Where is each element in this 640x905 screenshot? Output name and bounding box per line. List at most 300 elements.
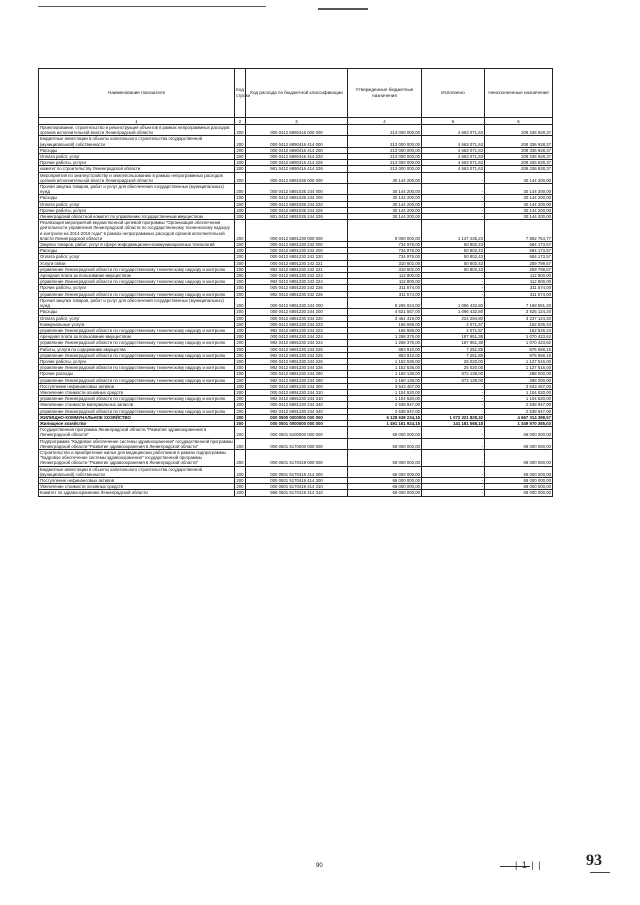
colnum-4: 4 [348,118,422,125]
cell-approved: 1 152 536,00 [348,365,422,371]
table-row [39,414,553,420]
cell-code: 992 0412 6891230 242 224 [246,279,348,285]
cell-code: 000 0412 6891230 244 220 [246,315,348,321]
cell-executed: - [422,273,485,279]
cell-executed: 7 251,85 [422,352,485,358]
cell-line: 200 [236,321,244,327]
table-row [39,449,553,466]
cell-name: Увеличение стоимости материальных запасов [39,402,235,408]
cell-executed: - [422,389,485,395]
cell-code: 992 0412 6891230 244 226 [246,365,348,371]
table-row [39,327,553,333]
cell-code: 000 0412 6891230 242 224 [246,273,348,279]
cell-approved: 310 602,00 [348,260,422,266]
cell-line: 200 [236,248,244,254]
cell-code: 000 0412 6890416 414 000 [246,136,348,147]
cell-executed: 4 663 071,63 [422,147,485,153]
column-number-row [39,118,553,125]
cell-unexecuted: 69 000 000,00 [485,449,553,466]
cell-approved: 310 602,00 [348,266,422,272]
cell-executed: - [422,291,485,297]
cell-line: 200 [236,358,244,364]
cell-code: 000 0500 0000000 000 000 [246,414,348,420]
cell-name: управление Ленинградской области по государственному техническому надзору и контролю [39,396,235,402]
cell-code: 000 0501 5170419 414 000 [246,466,348,477]
cell-executed: 4 663 071,63 [422,125,485,136]
cell-code: 000 0501 5170419 414 300 [246,477,348,483]
cell-executed: 7 251,85 [422,346,485,352]
cell-unexecuted: 1 127 516,00 [485,358,553,364]
cell-name: Услуги связи [39,260,235,266]
cell-unexecuted: 208 336 928,37 [485,160,553,166]
cell-executed: 1 096 432,80 [422,297,485,308]
cell-code: 000 0412 6891230 242 221 [246,260,348,266]
table-row [39,266,553,272]
table-row [39,184,553,195]
cell-executed: 224 294,80 [422,315,485,321]
cell-line: 200 [235,184,246,195]
cell-line: 200 [236,279,244,285]
cell-executed: - [422,184,485,195]
cell-approved: 69 000 000,00 [348,490,422,496]
cell-name: управление Ленинградской области по государственному техническому надзору и контролю [39,365,235,371]
cell-line: 200 [236,260,244,266]
cell-executed: 4 663 071,63 [422,136,485,147]
cell-unexecuted: 30 144 200,00 [485,207,553,213]
cell-unexecuted: 2 538 947,00 [485,408,553,414]
cell-unexecuted: 208 336 928,37 [485,166,553,172]
cell-executed: 4 663 071,63 [422,160,485,166]
cell-line: 200 [235,466,246,477]
cell-name: управление Ленинградской области по государственному техническому надзору и контролю [39,377,235,383]
cell-code: 000 0412 6891230 242 226 [246,285,348,291]
cell-code: 000 0412 6891035 000 000 [246,172,348,183]
table-body [39,125,553,497]
cell-line: 200 [236,266,244,272]
cell-line: 200 [236,160,244,166]
cell-name: Оплата работ, услуг [39,254,235,260]
cell-line: 200 [235,125,246,136]
cell-name: Арендная плата за пользование имуществом [39,334,235,340]
cell-code: 000 0412 6891230 244 224 [246,334,348,340]
cell-name: Увеличение стоимости основных средств [39,389,235,395]
cell-code: 992 0412 6891230 242 226 [246,291,348,297]
cell-name: Подпрограмма "Кадровое обеспечение системы здравоохранения" государственной программы Ленинградской области "Развитие здравоохранения в Ленинградской области" [40,438,233,449]
cell-name: комитет по строительству Ленинградской области [39,166,235,172]
cell-unexecuted: 69 000 000,00 [485,427,553,438]
cell-code: 992 0412 6891230 244 310 [246,396,348,402]
cell-approved: 4 621 557,00 [348,309,422,315]
cell-executed: - [422,383,485,389]
cell-name: Бюджетные инвестиции в объекты капитального строительства государственной (муниципальной) собственности [39,466,235,477]
cell-name: Мероприятия по землеустройству и землепользованию в рамках непрограммных расходов органов исполнительной власти Ленинградской области [39,172,235,183]
cell-code: 000 0412 6891035 244 200 [246,195,348,201]
cell-line: 200 [236,309,244,315]
cell-executed: 872 138,00 [422,377,485,383]
cell-executed: 141 181 568,18 [422,420,485,426]
cell-executed: 4 663 071,63 [422,166,485,172]
cell-code: 000 0412 6891230 242 200 [246,248,348,254]
cell-approved: 30 144 200,00 [348,184,422,195]
cell-line: 200 [236,383,244,389]
cell-executed: - [422,484,485,490]
cell-executed: - [422,438,485,449]
cell-unexecuted: 112 800,00 [485,279,553,285]
cell-unexecuted: 69 000 000,00 [485,438,553,449]
cell-unexecuted: 3 643 467,00 [485,383,553,389]
cell-approved: 112 800,00 [348,273,422,279]
cell-line: 200 [236,147,244,153]
cell-code: 992 0412 6891230 244 340 [246,408,348,414]
stamp-underline-right [590,872,610,873]
cell-approved: 69 000 000,00 [348,466,422,477]
cell-unexecuted: 3 525 124,20 [485,309,553,315]
cell-executed: 1 096 432,80 [422,309,485,315]
cell-name: Расходы [39,147,235,153]
cell-unexecuted: 69 000 000,00 [485,466,553,477]
cell-approved: 734 976,00 [348,248,422,254]
cell-code: 000 0412 6891035 244 220 [246,201,348,207]
table-row [39,490,553,496]
cell-executed: 25 020,00 [422,358,485,364]
cell-executed: - [422,408,485,414]
cell-executed: 50 802,43 [422,242,485,248]
cell-code: 000 0412 6891230 244 310 [246,389,348,395]
cell-line: 200 [236,396,244,402]
cell-unexecuted: 69 000 000,00 [485,477,553,483]
cell-approved: 213 000 000,00 [348,154,422,160]
cell-line: 200 [236,408,244,414]
table-row [39,340,553,346]
cell-line: 200 [236,242,244,248]
table-row [39,352,553,358]
cell-line: 200 [236,195,244,201]
cell-name: Реализация мероприятий ведомственной целевой программы "Организация обеспечения деятельности управления Ленинградской области по государственному техническому надзору и контролю на 2014-2016 годы" в рамках непрограммных расходов органов исполнительной власти Ленинградской области [39,220,235,242]
cell-approved: 30 144 200,00 [348,195,422,201]
cell-name: Строительство и приобретение жилья для медицинских работников в рамках подпрограммы "Кадровое обеспечение системы здравоохранения" государственной программы Ленинградской области "Развитие здравоохранения в Ленинградской области" [39,449,235,466]
cell-name: Прочие работы, услуги [39,358,235,364]
cell-line: 200 [235,172,246,183]
cell-unexecuted: 288 000,00 [485,371,553,377]
colnum-6: 6 [485,118,553,125]
cell-code: 000 0412 6891230 244 225 [246,346,348,352]
cell-executed: - [422,449,485,466]
cell-executed: - [422,466,485,477]
cell-approved: 166 598,00 [348,327,422,333]
top-rule-mid [318,8,368,10]
cell-name: Жилищное хозяйство [39,420,235,426]
cell-unexecuted: 1 349 970 355,03 [485,420,553,426]
cell-executed: - [422,207,485,213]
cell-unexecuted: 3 237 124,20 [485,315,553,321]
table-row [39,297,553,308]
cell-code: 000 0501 0000000 000 000 [246,420,348,426]
cell-executed: 187 951,38 [422,340,485,346]
page-number: 90 [316,863,323,869]
cell-line: 200 [236,291,244,297]
cell-code: 000 0412 6890416 414 220 [246,154,348,160]
table-row [39,466,553,477]
cell-approved: 2 538 947,00 [348,402,422,408]
cell-executed: 4 663 071,63 [422,154,485,160]
cell-executed: - [422,195,485,201]
cell-executed: - [422,396,485,402]
cell-line: 200 [236,214,244,220]
cell-line: 200 [236,254,244,260]
cell-unexecuted: 1 070 423,62 [485,334,553,340]
cell-name: Поступление нефинансовых активов [39,477,235,483]
cell-name: Прочие работы, услуги [39,285,235,291]
cell-approved: 2 538 947,00 [348,408,422,414]
cell-code: 000 0412 6890416 000 000 [246,125,348,136]
cell-line: 200 [236,389,244,395]
cell-approved: 213 000 000,00 [348,160,422,166]
cell-executed: 25 020,00 [422,365,485,371]
cell-line: 200 [236,207,244,213]
cell-executed: 1 072 321 828,32 [422,414,485,420]
cell-approved: 3 461 419,00 [348,315,422,321]
cell-approved: 734 976,00 [348,242,422,248]
cell-executed: - [422,285,485,291]
cell-unexecuted: 2 538 947,00 [485,402,553,408]
cell-approved: 30 144 200,00 [348,207,422,213]
cell-code: 000 0501 5100000 000 000 [246,427,348,438]
cell-name: Бюджетные инвестиции в объекты капитального строительства государственной (муниципальной) собственности [39,136,235,147]
cell-code: 981 0412 6890416 414 226 [246,166,348,172]
cell-name: управление Ленинградской области по государственному техническому надзору и контролю [39,327,235,333]
cell-code: 986 0501 5170419 414 310 [246,490,348,496]
cell-line: 200 [236,273,244,279]
cell-unexecuted: 311 574,00 [485,291,553,297]
cell-code: 992 0412 6891230 244 224 [246,340,348,346]
cell-code: 000 0412 6891230 244 340 [246,402,348,408]
cell-approved: 311 574,00 [348,291,422,297]
cell-executed: - [422,201,485,207]
cell-unexecuted: 208 336 928,37 [485,147,553,153]
cell-name: Закупка товаров, работ, услуг в сфере информационно-коммуникационных технологий [39,242,235,248]
cell-code: 000 0501 5170419 000 000 [246,449,348,466]
cell-executed: - [422,427,485,438]
table-row [39,365,553,371]
cell-unexecuted: 1 104 520,00 [485,396,553,402]
cell-unexecuted: 30 144 200,00 [485,201,553,207]
budget-table-container [38,68,552,497]
cell-executed: 50 802,43 [422,248,485,254]
cell-code: 000 0412 6891230 244 290 [246,371,348,377]
cell-name: Прочие расходы [39,371,235,377]
cell-name: Государственная программа Ленинградской области "Развитие здравоохранения в Ленинградской области" [39,427,235,438]
header-executed: Исполнено [422,69,485,118]
cell-name: управление Ленинградской области по государственному техническому надзору и контролю [39,291,235,297]
cell-code: 000 0412 6891230 242 000 [246,242,348,248]
stamp-sheet-number: 93 [586,852,602,869]
cell-code: 000 0412 6891230 244 000 [246,297,348,308]
cell-name: Увеличение стоимости основных средств [39,484,235,490]
cell-line: 200 [236,327,244,333]
cell-unexecuted: 4 667 314 398,57 [485,414,553,420]
cell-approved: 3 643 467,00 [348,383,422,389]
cell-approved: 6 128 638 234,15 [348,414,422,420]
cell-approved: 213 000 000,00 [348,166,422,172]
cell-approved: 1 104 520,00 [348,396,422,402]
table-row [39,427,553,438]
cell-name: Расходы [39,195,235,201]
cell-code: 992 0412 6891230 244 290 [246,377,348,383]
cell-unexecuted: 684 173,57 [485,254,553,260]
cell-approved: 8 265 024,00 [348,297,422,308]
cell-name: управление Ленинградской области по государственному техническому надзору и контролю [39,352,235,358]
table-row [39,125,553,136]
cell-name: управление Ленинградской области по государственному техническому надзору и контролю [39,266,235,272]
cell-unexecuted: 1 127 516,00 [485,365,553,371]
cell-line: 200 [235,297,246,308]
header-approved: Утвержденные бюджетные назначения [348,69,422,118]
cell-code: 992 0412 6891230 244 225 [246,352,348,358]
cell-code: 000 0412 6891035 244 000 [246,184,348,195]
cell-line: 200 [236,334,244,340]
cell-line: 200 [236,285,244,291]
cell-executed: 50 802,43 [422,260,485,266]
cell-approved: 1 160 138,00 [348,371,422,377]
cell-line: 200 [236,315,244,321]
header-line-code: Код строки [235,69,246,118]
cell-code: 000 0412 6891230 244 300 [246,383,348,389]
cell-line: 200 [236,484,244,490]
top-rule-left [38,6,266,7]
cell-name: Арендная плата за пользование имуществом [39,273,235,279]
cell-name: Расходы [39,248,235,254]
cell-code: 000 0412 6891230 244 200 [246,309,348,315]
cell-executed: - [422,402,485,408]
cell-code: 000 0412 6891230 244 223 [246,321,348,327]
cell-unexecuted: 7 852 764,77 [485,220,553,242]
cell-line: 200 [235,136,246,147]
cell-line: 200 [236,371,244,377]
cell-executed: - [422,172,485,183]
colnum-5: 5 [422,118,485,125]
cell-approved: 69 000 000,00 [348,477,422,483]
cell-unexecuted: 30 144 200,00 [485,172,553,183]
cell-unexecuted: 288 000,00 [485,377,553,383]
cell-name: ЖИЛИЩНО-КОММУНАЛЬНОЕ ХОЗЯЙСТВО [39,414,235,420]
cell-approved: 1 258 375,00 [348,334,422,340]
cell-unexecuted: 208 336 928,37 [485,136,553,147]
cell-name: Комитет по здравоохранению Ленинградской области [39,490,235,496]
cell-code: 000 0501 5170000 000 000 [246,438,348,449]
cell-approved: 166 598,00 [348,321,422,327]
table-row [39,334,553,340]
cell-unexecuted: 259 799,57 [485,260,553,266]
cell-unexecuted: 30 144 200,00 [485,184,553,195]
cell-unexecuted: 876 658,15 [485,346,553,352]
cell-code: 000 0412 6891035 244 226 [246,207,348,213]
colnum-1: 1 [39,118,235,125]
cell-code: 992 0412 6891230 244 223 [246,327,348,333]
cell-name: Оплата работ, услуг [39,201,235,207]
cell-line: 200 [235,438,246,449]
cell-line: 200 [235,449,246,466]
cell-approved: 734 976,00 [348,254,422,260]
cell-unexecuted: 208 336 928,37 [485,154,553,160]
cell-code: 000 0412 6891230 244 226 [246,358,348,364]
cell-line: 200 [236,420,244,426]
table-row [39,220,553,242]
cell-line: 200 [236,154,244,160]
cell-line: 200 [236,377,244,383]
cell-line: 200 [236,365,244,371]
cell-code: 000 0412 6890416 414 200 [246,147,348,153]
cell-line: 200 [235,220,246,242]
cell-name: Ленинградский областной комитет по управлению государственным имуществом [39,214,235,220]
cell-approved: 112 800,00 [348,279,422,285]
cell-name: Проектирование, строительство и реконструкция объектов в рамках непрограммных расходов органов исполнительной власти Ленинградской области [39,125,235,136]
cell-code: 000 0412 6891230 242 220 [246,254,348,260]
cell-unexecuted: 311 574,00 [485,285,553,291]
cell-code: 992 0412 6891230 242 221 [246,266,348,272]
cell-unexecuted: 30 144 200,00 [485,195,553,201]
cell-line: 200 [236,201,244,207]
cell-approved: 30 144 200,00 [348,172,422,183]
cell-unexecuted: 30 144 200,00 [485,214,553,220]
cell-line: 200 [236,477,244,483]
cell-line: 200 [236,166,244,172]
cell-approved: 9 000 000,00 [348,220,422,242]
cell-unexecuted: 162 526,43 [485,327,553,333]
cell-approved: 69 000 000,00 [348,449,422,466]
cell-approved: 30 144 200,00 [348,214,422,220]
cell-approved: 883 910,00 [348,346,422,352]
cell-line: 200 [236,340,244,346]
cell-unexecuted: 7 168 591,20 [485,297,553,308]
cell-executed: - [422,214,485,220]
cell-executed: 187 951,38 [422,334,485,340]
cell-line: 200 [236,402,244,408]
cell-code: 000 0501 5170419 414 310 [246,484,348,490]
cell-name: Прочая закупка товаров, работ и услуг для обеспечения государственных (муниципальных) нужд [39,297,235,308]
cell-executed: - [422,477,485,483]
cell-executed: - [422,490,485,496]
header-unexecuted: Неисполненные назначения [485,69,553,118]
cell-unexecuted: 162 526,43 [485,321,553,327]
cell-line: 200 [236,490,244,496]
cell-executed: 50 802,43 [422,254,485,260]
cell-name: Прочая закупка товаров, работ и услуг для обеспечения государственных (муниципальных) нужд [39,184,235,195]
cell-approved: 1 152 536,00 [348,358,422,364]
cell-unexecuted: 208 336 928,37 [485,125,553,136]
cell-unexecuted: 69 000 000,00 [485,490,553,496]
cell-executed: 872 138,00 [422,371,485,377]
cell-name: Оплата работ, услуг [39,154,235,160]
budget-table [38,68,553,497]
cell-approved: 311 574,00 [348,285,422,291]
cell-approved: 1 160 138,00 [348,377,422,383]
cell-name: Прочие работы, услуги [39,160,235,166]
cell-approved: 1 258 375,00 [348,340,422,346]
cell-approved: 1 491 161 924,15 [348,420,422,426]
table-header-row [39,69,553,118]
cell-line: 200 [236,346,244,352]
cell-line: 200 [236,352,244,358]
cell-name: Расходы [39,309,235,315]
cell-unexecuted: 876 658,15 [485,352,553,358]
table-row [39,242,553,248]
cell-unexecuted: 1 104 520,00 [485,389,553,395]
cell-unexecuted: 684 173,57 [485,248,553,254]
header-budget-code: Код расхода по бюджетной классификации [246,69,348,118]
colnum-3: 3 [246,118,348,125]
cell-executed: 4 071,57 [422,327,485,333]
cell-executed: - [422,279,485,285]
